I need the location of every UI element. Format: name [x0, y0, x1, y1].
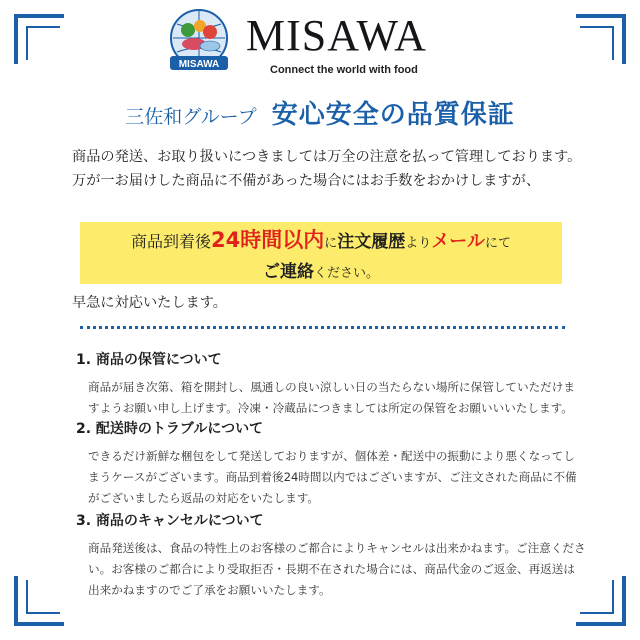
section-body: できるだけ新鮮な梱包をして発送しておりますが、個体差・配送中の振動により悪くなってしまうケースがございます。商品到着後24時間以内ではございますが、ご注文された商品に不備がございましたら返品の対応をいたします。 — [88, 449, 577, 505]
brand-tagline: Connect the world with food — [270, 64, 418, 76]
highlight-email: メール — [431, 231, 485, 252]
section-storage — [76, 349, 586, 419]
highlight-contact: ご連絡 — [262, 262, 314, 282]
page-title: 安心安全の品質保証 — [271, 100, 515, 130]
highlight-order-history: 注文履歴 — [337, 232, 406, 252]
page-headline — [0, 94, 640, 131]
section-body: 商品発送後は、食品の特性上のお客様のご都合によりキャンセルは出来かねます。ご注意ください。お客様のご都合により受取拒否・長期不在された場合には、商品代金のご返金、再返送は出来かねますのでご了承をお願いいたします。 — [88, 541, 586, 597]
globe-food-emblem-icon — [160, 6, 238, 78]
frame-inner-corner-bottom-left — [26, 580, 60, 614]
group-name: 三佐和グループ — [125, 106, 257, 128]
section-title: 2. 配送時のトラブルについて — [76, 421, 264, 437]
intro-text: 商品の発送、お取り扱いにつきましては万全の注意を払って管理しております。万が一お届けした商品に不備があった場合にはお手数をおかけしますが、 — [72, 149, 582, 189]
brand-name: MISAWA — [246, 11, 427, 60]
contact-highlight-box — [80, 222, 562, 284]
section-cancellation — [76, 510, 586, 601]
emblem-badge-text: MISAWA — [178, 59, 220, 70]
section-title: 1. 商品の保管について — [76, 352, 222, 368]
highlight-text-5: ください。 — [313, 266, 379, 281]
highlight-text-3: より — [405, 236, 432, 251]
section-title: 3. 商品のキャンセルについて — [76, 513, 264, 529]
section-body: 商品が届き次第、箱を開封し、風通しの良い涼しい日の当たらない場所に保管していただけますようお願い申し上げます。冷凍・冷蔵品につきましては所定の保管をお願いいいたします。 — [88, 380, 575, 415]
highlight-deadline: 24時間以内 — [211, 228, 325, 252]
frame-inner-corner-top-right — [580, 26, 614, 60]
dotted-divider — [80, 326, 565, 329]
frame-inner-corner-top-left — [26, 26, 60, 60]
brand-logo — [160, 6, 490, 82]
section-shipping-trouble — [76, 418, 586, 509]
urgent-response-text: 早急に対応いたします。 — [72, 295, 227, 311]
highlight-text-4: にて — [484, 236, 511, 251]
highlight-text-2: に — [324, 236, 338, 251]
highlight-text-1: 商品到着後 — [131, 232, 212, 251]
